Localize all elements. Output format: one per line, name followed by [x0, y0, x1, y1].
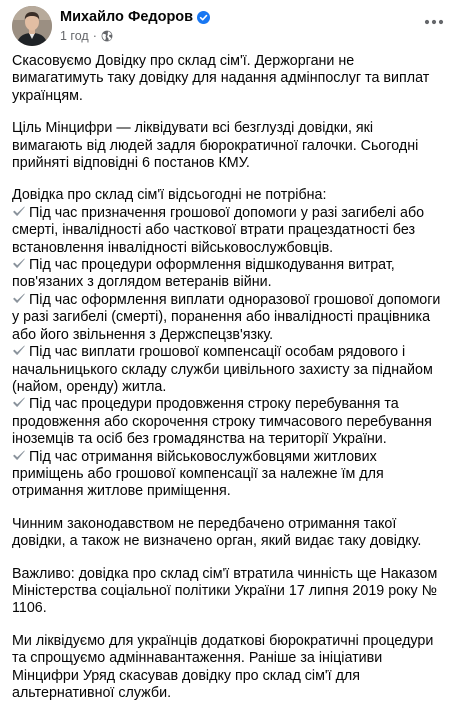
post-timestamp[interactable]: 1 год [60, 28, 89, 43]
list-item-text: Під час процедури продовження строку перебування та продовження або скорочення строку тимчасового перебування іноземців та осіб без громадянства на території України. [12, 396, 432, 448]
post-paragraph-2: Ціль Мінцифри — ліквідувати всі безглузді довідки, які вимагають від людей задля бюрократичної галочки. Сьогодні прийняті відповідні 6 постанов КМУ. [12, 120, 419, 172]
post-paragraph-3: Чинним законодавством не передбачено отримання такої довідки, а також не визначено орган, який видає таку довідку. [12, 515, 422, 550]
check-mark-icon [12, 449, 26, 462]
list-item-text: Під час процедури оформлення відшкодування витрат, пов'язаних з доглядом ветеранів війни. [12, 257, 395, 291]
meta-separator: · [92, 28, 97, 43]
list-item [12, 292, 444, 344]
list-item-text: Під час отримання військовослужбовцями житлових приміщень або грошової компенсації за належне їм для отримання житлове приміщення. [12, 448, 384, 500]
post-paragraph-1: Скасовуємо Довідку про склад сім'ї. Держоргани не вимагатимуть таку довідку для надання адмінпослуг та виплат українцям. [12, 53, 430, 104]
post-list [12, 187, 444, 500]
author-block [60, 6, 210, 44]
globe-icon[interactable] [101, 30, 113, 42]
post-meta [60, 27, 210, 44]
list-item [12, 205, 444, 257]
avatar-photo [12, 6, 52, 46]
list-item-text: Під час призначення грошової допомоги у разі загибелі або смерті, інвалідності або часткової втрати працездатності без встановлення інвалідності військовослужбовців. [12, 204, 425, 256]
list-item-text: Під час оформлення виплати одноразової грошової допомоги у разі загибелі (смерті), поранення або інвалідності працівника або його звільнення з Держспецзв'язку. [12, 291, 441, 343]
check-mark-icon [12, 396, 26, 409]
post-header [12, 0, 446, 44]
post-paragraph-5: Ми ліквідуємо для українців додаткові бюрократичні процедури та спрощуємо адміннавантаження. Раніше за ініціативи Мінцифри Уряд скасував довідку про склад сім'ї для альтернативної служби. [12, 632, 434, 701]
verified-badge-icon [197, 11, 210, 24]
list-intro: Довідка про склад сім'ї відсьогодні не потрібна: [12, 187, 327, 204]
author-name[interactable]: Михайло Федоров [60, 9, 194, 25]
list-item [12, 396, 444, 448]
author-avatar[interactable] [12, 6, 52, 46]
list-item [12, 257, 444, 292]
more-horizontal-icon [424, 19, 444, 25]
post-paragraph-4: Важливо: довідка про склад сім'ї втратила чинність ще Наказом Міністерства соціальної політики України 17 липня 2019 року № 1106. [12, 565, 438, 617]
check-mark-icon [12, 257, 26, 270]
check-mark-icon [12, 292, 26, 305]
author-line [60, 8, 210, 26]
list-item-text: Під час виплати грошової компенсації особам рядового і начальницького складу служби цивільного захисту за піднайом (найом, оренду) житла. [12, 344, 433, 395]
check-mark-icon [12, 205, 26, 218]
list-item [12, 449, 444, 501]
list-item [12, 344, 444, 396]
more-options-button[interactable] [420, 8, 448, 36]
post-text [12, 44, 446, 702]
check-mark-icon [12, 344, 26, 357]
